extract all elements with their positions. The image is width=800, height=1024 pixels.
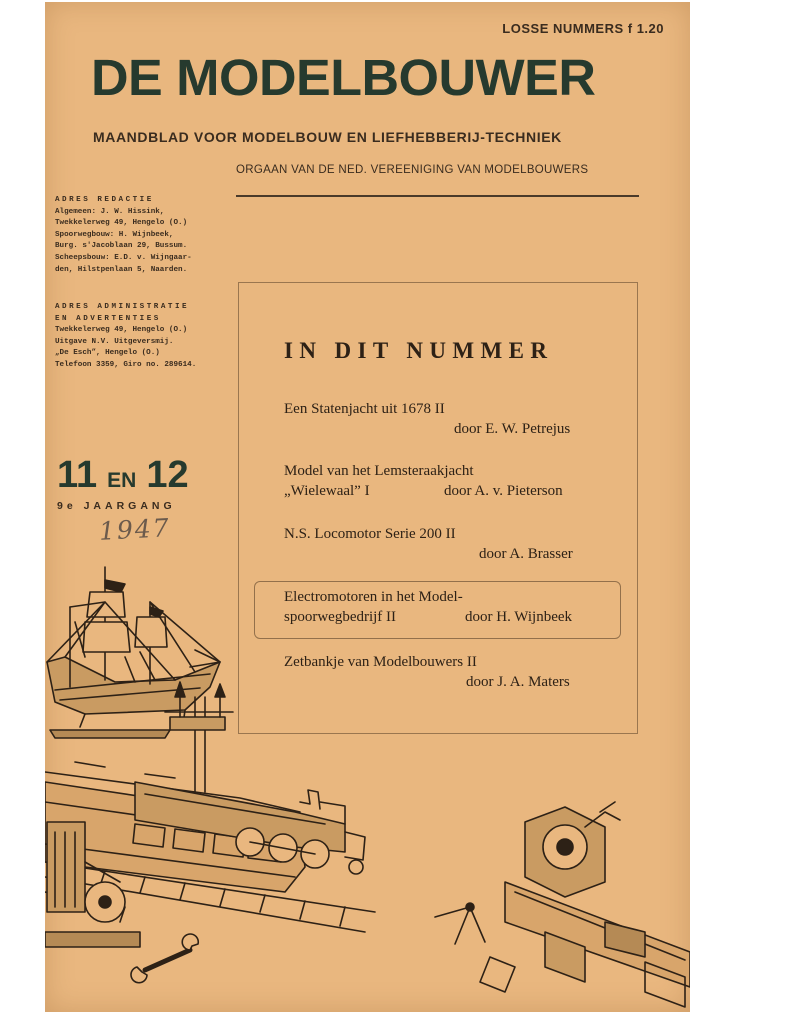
entry-author: door A. Brasser (479, 546, 573, 562)
handwritten-year: 1947 (98, 513, 172, 546)
admin-address-line: „De Esch”, Hengelo (O.) (55, 349, 160, 358)
issue-connector: EN (107, 469, 137, 492)
admin-address-heading-2: EN ADVERTENTIES (55, 314, 161, 323)
magazine-cover (45, 2, 690, 1012)
admin-address-line: Telefoon 3359, Giro no. 289614. (55, 360, 197, 369)
organ-line: ORGAAN VAN DE NED. VEREENIGING VAN MODELBOUWERS (236, 164, 589, 176)
editorial-address-line: Scheepsbouw: E.D. v. Wijngaar- (55, 253, 192, 262)
entry-title-cont: spoorwegbedrijf II (284, 609, 397, 625)
entry-title: N.S. Locomotor Serie 200 II (284, 526, 456, 542)
models-illustration (45, 562, 690, 1012)
editorial-address-line: Spoorwegbouw: H. Wijnbeek, (55, 230, 174, 239)
entry-title: Electromotoren in het Model- (284, 589, 463, 605)
editorial-address-heading: ADRES REDACTIE (55, 196, 154, 204)
issue-number-b: 12 (146, 454, 189, 496)
entry-title: Zetbankje van Modelbouwers II (284, 654, 477, 670)
wrench-icon (131, 934, 198, 983)
entry-title: Model van het Lemsteraakjacht (284, 463, 474, 479)
lathe-icon (505, 802, 690, 1007)
editorial-address-line: den, Hilstpenlaan 5, Naarden. (55, 265, 188, 274)
entry-author: door A. v. Pieterson (444, 483, 563, 499)
editorial-address-line: Algemeen: J. W. Hissink, (55, 207, 165, 216)
issue-number-a: 11 (57, 454, 98, 496)
magazine-subtitle: MAANDBLAD VOOR MODELBOUW EN LIEFHEBBERIJ-TECHNIEK (93, 129, 562, 145)
entry-author: door E. W. Petrejus (454, 421, 571, 437)
entry-author: door J. A. Maters (466, 674, 570, 690)
admin-address-line: Twekkelerweg 49, Hengelo (O.) (55, 326, 188, 335)
volume-label: 9e JAARGANG (57, 500, 176, 512)
entry-title-cont: „Wielewaal” I (284, 483, 370, 499)
admin-address-heading: ADRES ADMINISTRATIE (55, 303, 190, 311)
editorial-address-line: Twekkelerweg 49, Hengelo (O.) (55, 219, 188, 228)
entry-author: door H. Wijnbeek (465, 609, 573, 625)
issue-number (57, 454, 189, 497)
editorial-address-line: Burg. s'Jacoblaan 29, Bussum. (55, 242, 188, 251)
magazine-title: DE MODELBOUWER (91, 49, 596, 106)
price-label: LOSSE NUMMERS f 1.20 (502, 21, 664, 36)
admin-address-line: Uitgave N.V. Uitgeversmij. (55, 337, 174, 346)
contents-heading: IN DIT NUMMER (284, 338, 554, 363)
admin-address-block (55, 302, 196, 372)
editorial-address-block (55, 195, 192, 276)
calipers-icon (435, 903, 515, 992)
entry-title: Een Statenjacht uit 1678 II (284, 401, 445, 417)
header-divider (236, 195, 639, 197)
